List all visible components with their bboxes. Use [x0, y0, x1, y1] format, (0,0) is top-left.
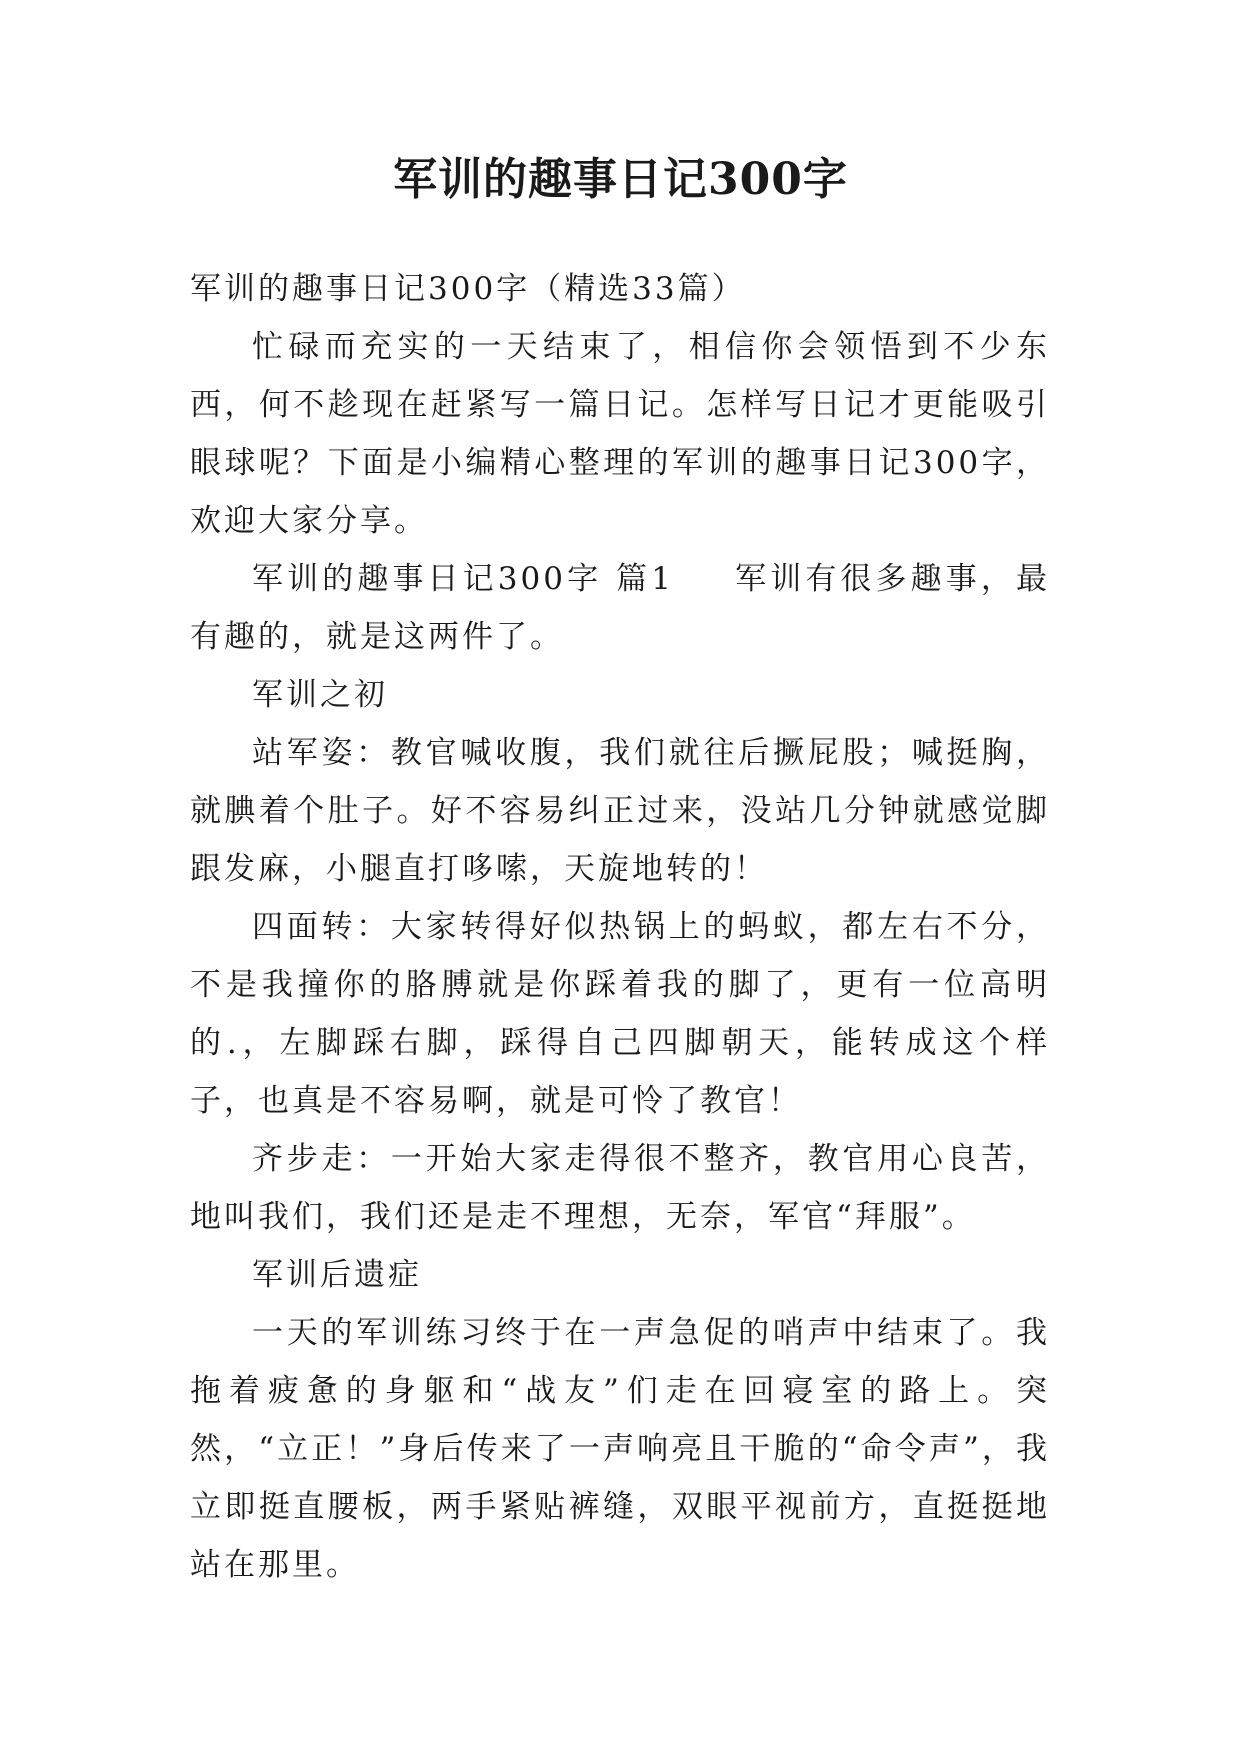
document-title: 军训的趣事日记300字	[393, 154, 848, 205]
paragraph-after-training: 一天的军训练习终于在一声急促的哨声中结束了。我拖着疲惫的身躯和“战友”们走在回寝室的路上。突然，“立正！”身后传来了一声响亮且干脆的“命令声”，我立即挺直腰板，两手紧贴裤缝，双眼平视前方，直挺挺地站在那里。	[190, 1315, 1050, 1583]
section-1-heading: 军训的趣事日记300字 篇1	[252, 561, 674, 597]
intro-paragraph: 忙碌而充实的一天结束了，相信你会领悟到不少东西，何不趁现在赶紧写一篇日记。怎样写日记才更能吸引眼球呢？下面是小编精心整理的军训的趣事日记300字，欢迎大家分享。	[190, 329, 1050, 539]
subheading-early-training: 军训之初	[252, 677, 388, 713]
subheading-after-effects: 军训后遗症	[252, 1257, 422, 1293]
section-1-first-sentence: 军训有很多趣事，最有趣的，就是这两件了。	[190, 561, 1050, 655]
paragraph-marching: 齐步走：一开始大家走得很不整齐，教官用心良苦，地叫我们，我们还是走不理想，无奈，军官“拜服”。	[190, 1141, 1050, 1235]
document-body	[190, 260, 1050, 1594]
section-1-paragraph	[190, 550, 1050, 666]
paragraph-standing-posture: 站军姿：教官喊收腹，我们就往后撅屁股；喊挺胸，就腆着个肚子。好不容易纠正过来，没站几分钟就感觉脚跟发麻，小腿直打哆嗦，天旋地转的！	[190, 735, 1050, 887]
paragraph-facing-turns: 四面转：大家转得好似热锅上的蚂蚁，都左右不分，不是我撞你的胳膊就是你踩着我的脚了，更有一位高明的.，左脚踩右脚，踩得自己四脚朝天，能转成这个样子，也真是不容易啊，就是可怜了教官！	[190, 909, 1050, 1119]
subtitle-line: 军训的趣事日记300字（精选33篇）	[190, 271, 746, 307]
